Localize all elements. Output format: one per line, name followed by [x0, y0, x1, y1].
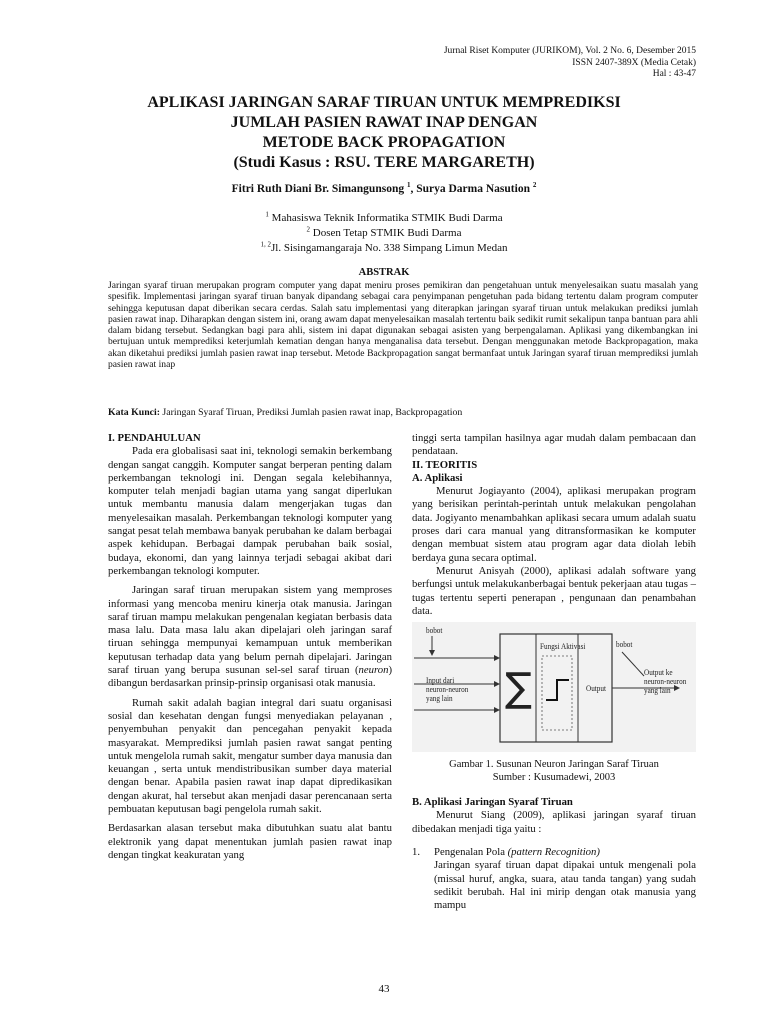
author-2-sup: 2 — [532, 181, 537, 190]
list-item-text: Jaringan syaraf tiruan dapat dipakai untuk mengenali pola (missal huruf, angka, suara, atau tanda tangan) yang sudah sedikit berubah. Hal ini mirip dengan otak manusia yang mampu — [434, 859, 696, 912]
paragraph: Pada era globalisasi saat ini, teknologi semakin berkembang dengan sangat canggih. Komputer sangat berperan penting dalam perkembangan teknologi ini. Dengan segala kelebihannya, komputer telah menjadi bagian utama yang sangat diperlukan untuk membantu manusia dalam mengerjakan tugas dan menyelesaikan masalah. Perkembangan teknologi komputer yang sangat pesat telah membawa banyak perubahan ke dalam berbagai aspek kehidupan. Berbagai dampak perubahan baik sosial, budaya, ekonomi, dan yang lainnya terjadi sebagai akibat dari perkembangan teknologi komputer. — [108, 445, 392, 577]
paragraph: Menurut Jogiayanto (2004), aplikasi merupakan program yang berisikan perintah-perintah untuk melakukan pengolahan data. Jogiyanto menambahkan aplikasi secara umum adalah suatu proses dari cara manual yang ditransformasikan ke komputer dengan membuat sistem atau program agar data diolah lebih berdaya guna secara optimal. — [412, 485, 696, 564]
author-1-sup: 1 — [406, 181, 411, 190]
title-line-3: METODE BACK PROPAGATION — [262, 134, 506, 151]
list-item-title-italic: (pattern Recognition) — [507, 846, 600, 859]
paragraph: Menurut Anisyah (2000), aplikasi adalah software yang berfungsi untuk melakukanberbagai bentuk pekerjaan atau tugas –tugas tertentu seperti penerapan , pengunaan dan penambahan data. — [412, 564, 696, 617]
neuron-figure — [412, 622, 696, 752]
affiliation-3 — [60, 241, 708, 256]
paragraph-text: Jaringan saraf tiruan merupakan sistem yang memproses informasi yang mencoba meniru kinerja otak manusia. Jaringan saraf tiruan mampu melakukan pengenalan kegiatan berbasis data masa lalu. Data masa lalu akan dipelajari oleh jaringan saraf tiruan sehingga mempunyai kemampuan untuk memberikan keputusan terhadap data yang belum pernah dipelajari. Jaringan saraf tiruan yang berupa susunan sel-sel saraf tiruan ( — [108, 584, 392, 677]
left-column — [108, 432, 392, 862]
list-item — [412, 846, 696, 912]
keywords-label: Kata Kunci: — [108, 407, 160, 418]
list-item-title — [434, 846, 696, 859]
affiliation-2-text: Dosen Tetap STMIK Budi Darma — [310, 227, 462, 239]
title-line-4: (Studi Kasus : RSU. TERE MARGARETH) — [233, 154, 535, 171]
affiliation-3-sup: 1, 2 — [260, 240, 272, 249]
bobot-left-label: bobot — [426, 626, 443, 636]
affiliation-3-text: Jl. Sisingamangaraja No. 338 Simpang Limun Medan — [271, 242, 508, 254]
list-item-number: 1. — [412, 846, 421, 859]
paragraph — [108, 584, 392, 690]
list-item-title-text: Pengenalan Pola — [434, 846, 508, 859]
author-separator: , — [410, 183, 417, 195]
page-number: 43 — [378, 983, 390, 995]
bobot-right-label: bobot — [616, 640, 633, 650]
output-ke-label: Output ke neuron-neuron yang lain — [644, 668, 687, 696]
keywords-text: Jaringan Syaraf Tiruan, Prediksi Jumlah pasien rawat inap, Backpropagation — [159, 407, 463, 418]
paragraph: tinggi serta tampilan hasilnya agar mudah dalam pembacaan dan pendataan. — [412, 432, 696, 458]
authors — [60, 183, 708, 195]
output-label: Output — [586, 684, 607, 694]
paragraph-text-end: ) dibangun berdasarkan prinsip-prinsip organisasi otak manusia. — [108, 664, 392, 690]
affiliation-2 — [60, 226, 708, 241]
affiliations — [60, 211, 708, 256]
paragraph-italic: neuron — [358, 664, 389, 677]
journal-issn: ISSN 2407-389X (Media Cetak) — [572, 57, 696, 68]
abstract-heading: ABSTRAK — [358, 267, 410, 278]
section-heading-theory: II. TEORITIS — [412, 458, 478, 471]
journal-pages: Hal : 43-47 — [652, 69, 696, 79]
author-2: Surya Darma Nasution — [416, 183, 530, 195]
author-1: Fitri Ruth Diani Br. Simangunsong — [231, 183, 405, 195]
paper-title — [60, 93, 708, 173]
sigma-symbol: ∑ — [505, 665, 532, 712]
paragraph: Berdasarkan alasan tersebut maka dibutuhkan suatu alat bantu elektronik yang dapat menentukan jumlah pasien rawat inap dengan tingkat keakuratan yang — [108, 822, 392, 861]
input-label: Input dari neuron-neuron yang lain — [426, 676, 469, 704]
affiliation-1 — [60, 211, 708, 226]
fungsi-aktivasi-label: Fungsi Aktivasi — [540, 642, 586, 652]
figure-caption: Gambar 1. Susunan Neuron Jaringan Saraf Tiruan — [449, 759, 659, 771]
journal-header — [444, 46, 696, 81]
paragraph: Rumah sakit adalah bagian integral dari suatu organisasi sosial dan kesehatan dengan fungsi menyediakan pelayanan , penyembuhan penyakit dan pencegahan penyakit kepada masyarakat. Memprediksi jumlah pasien rawat sangat penting untuk mengelola rumah sakit, mengatur sumber daya manusia dan keuangan , serta untuk mendistribusikan sumber daya material dengan benar. Apabila pasien rawat inap dapat dipredikasikan dengan akurat, hal tersebut akan menjadi dasar perencanaan serta pembuatan keputusan bagi pengelola rumah sakit. — [108, 696, 392, 816]
subsection-heading-aplikasi: A. Aplikasi — [412, 471, 463, 484]
right-column — [412, 432, 696, 913]
title-line-1: APLIKASI JARINGAN SARAF TIRUAN UNTUK MEMPREDIKSI — [147, 94, 621, 111]
section-heading-introduction: I. PENDAHULUAN — [108, 432, 201, 444]
subsection-heading-jst: B. Aplikasi Jaringan Syaraf Tiruan — [412, 796, 573, 809]
abstract-text: Jaringan syaraf tiruan merupakan program computer yang dapat meniru proses pemikiran dan pengetahuan untuk menyelesaikan suatu masalah yang spesifik. Implementasi jaringan syaraf tiruan banyak dipandang sebagai cara penyimpanan pengetuhan pada bidang tertentu dalam program computer sehingga keputusan dapat diberikan secara cerdas. Salah satu implementasi yang diterapkan jaringan syaraf tiruan untuk melakukan prediksi jumlah pasien rawat inap. Diharapkan dengan sistem ini, orang awam dapat menyelesaikan masalah tertentu baik sedikit rumit sekalipun tanpa bantuan para ahli dalam bidang tersebut. Sedangkan bagi para ahli, sistem ini dapat digunakan sebagai asisten yang berpengalaman. Aplikasi yang dikembangkan ini bertujuan untuk memprediksi keterjumlah kematian dengan hanya menganalisa data tersebut. Dengan menggunakan metode Backpropagation, maka akan diketahui prediksi jumlah pasien rawat inap tersebut. Metode Backpropagation sangat bermanfaat untuk Jaringan syaraf tiruan memprediksi jumlah pasien rawat inap — [108, 280, 698, 371]
affiliation-1-sup: 1 — [265, 210, 269, 219]
paragraph: Menurut Siang (2009), aplikasi jaringan syaraf tiruan dibedakan menjadi tiga yaitu : — [412, 809, 696, 835]
keywords — [108, 407, 698, 418]
figure-source: Sumber : Kusumadewi, 2003 — [492, 772, 616, 784]
title-line-2: JUMLAH PASIEN RAWAT INAP DENGAN — [230, 114, 538, 131]
affiliation-1-text: Mahasiswa Teknik Informatika STMIK Budi Darma — [268, 212, 503, 224]
affiliation-2-sup: 2 — [306, 225, 310, 234]
journal-name: Jurnal Riset Komputer (JURIKOM), Vol. 2 No. 6, Desember 2015 — [443, 46, 696, 56]
